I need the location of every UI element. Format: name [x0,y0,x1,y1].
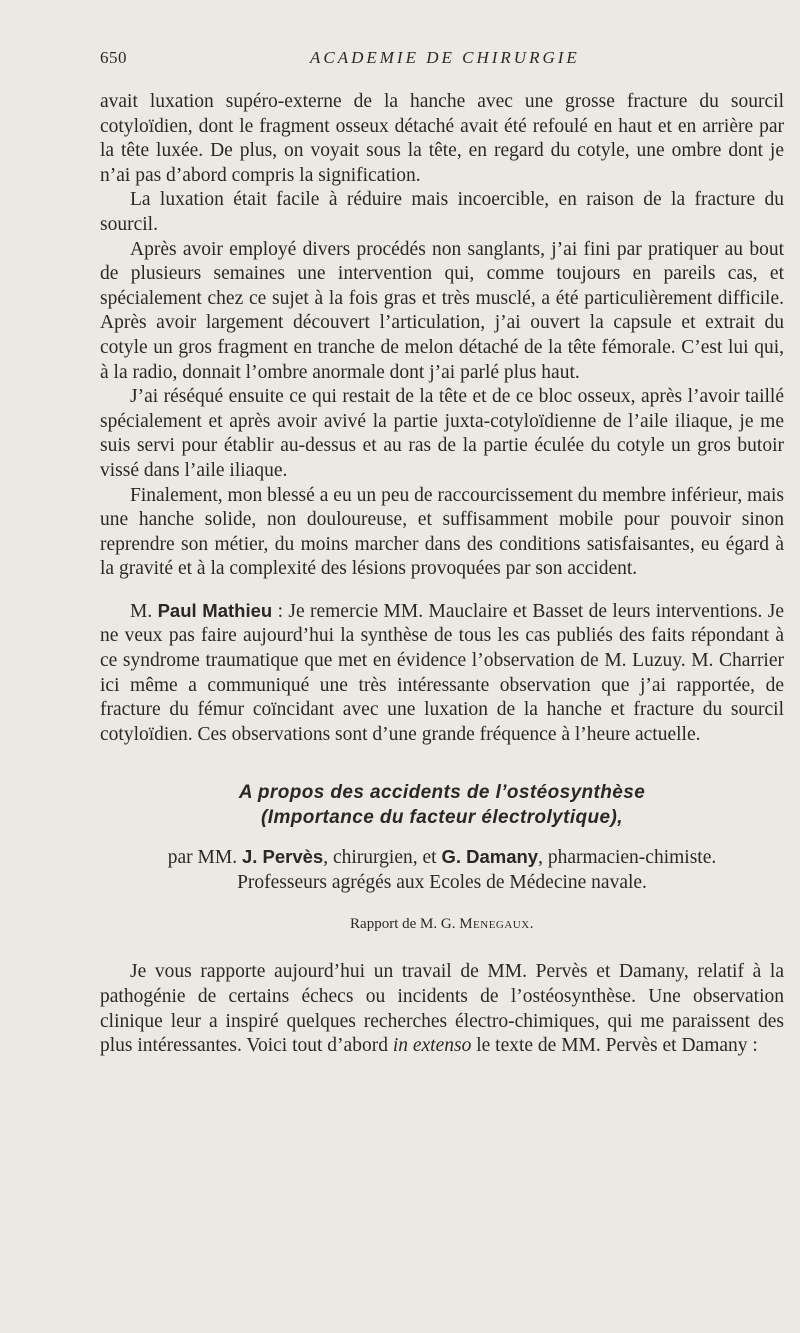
case-paragraph-1: avait luxation supéro-externe de la hanche avec une grosse fracture du sourcil cotyloïdien, dont le fragment osseux détaché avait été refoulé en haut et en arrière par la tête luxée. De plus, on voyait sous la tête, en regard du cotyle, une ombre dont je n’ai pas d’abord compris la signification. [100,91,784,186]
report-line [100,914,784,934]
page-number: 650 [100,48,127,67]
author-1-role: , chirurgien, et [323,847,437,869]
report-paragraph [100,960,784,1058]
journal-title: ACADEMIE DE CHIRURGIE [310,48,580,67]
article-title-line-1: A propos des accidents de l’ostéosynthèse [238,782,646,804]
affiliation: Professeurs agrégés aux Ecoles de Médecine navale. [237,872,647,894]
report-prefix: Rapport de M. G. [350,916,456,933]
running-head [100,48,780,72]
speaker-name: Paul Mathieu [157,599,273,621]
case-paragraph-5: Finalement, mon blessé a eu un peu de raccourcissement du membre inférieur, mais une hanche solide, non douloureuse, et suffisamment mobile pour pouvoir sinon reprendre son métier, du moins marcher dans des conditions satisfaisantes, eu égard à la gravité et à la complexité des lésions provoquées par son accident. [100,484,784,580]
authors-line [100,844,784,870]
article-title-line-2: (Importance du facteur électrolytique), [261,807,623,829]
mathieu-paragraph [100,599,784,748]
article-title [100,780,784,830]
report-tail: le texte de MM. Pervès et Damany : [471,1035,758,1057]
case-paragraph-3: Après avoir employé divers procédés non sanglants, j’ai fini par pratiquer au bout de plusieurs semaines une intervention qui, comme toujours en pareils cas, et spécialement chez ce sujet à la fois gras et très musclé, a été particulièrement difficile. Après avoir largement découvert l’articulation, j’ai ouvert la capsule et extrait du cotyle un gros fragment en tranche de melon détaché de la tête fémorale. C’est lui qui, à la radio, donnait l’ombre anormale dont j’ai parlé plus haut. [100,238,784,383]
case-paragraph-2: La luxation était facile à réduire mais incoercible, en raison de la fracture du sourcil. [100,189,784,235]
mathieu-prefix: M. [130,600,153,622]
authors-prefix: par MM. [167,847,238,869]
author-1: J. Pervès [241,846,324,868]
reporter-name: Menegaux. [459,916,534,933]
author-2: G. Damany [441,846,539,868]
report-italic: in extenso [392,1035,472,1057]
mathieu-text: : Je remercie MM. Mauclaire et Basset de leurs interventions. Je ne veux pas faire aujourd’hui la synthèse de tous les cas publiés des faits répondant à ce syndrome traumatique que met en évidence l’observation de M. Luzuy. M. Charrier ici même a communiqué une très intéressante observation que j’ai rapportée, de fracture du fémur coïncidant avec une luxation de la hanche et fracture du sourcil cotyloïdien. Ces observations sont d’une grande fréquence à l’heure actuelle. [100,600,784,745]
report-text: Je vous rapporte aujourd’hui un travail de MM. Pervès et Damany, relatif à la pathogénie de certains échecs ou incidents de l’ostéosynthèse. Une observation clinique leur a inspiré quelques recherches électro-chimiques, qui me paraissent des plus intéressantes. Voici tout d’abord [100,961,784,1057]
author-2-role: , pharmacien-chimiste. [538,847,717,869]
case-paragraph-4: J’ai réséqué ensuite ce qui restait de la tête et de ce bloc osseux, après l’avoir taillé spécialement et après avoir avivé la partie juxta-cotyloïdienne de l’aile iliaque, je me suis servi pour établir au-dessus et au ras de la partie éculée du cotyle un gros butoir vissé dans l’aile iliaque. [100,386,784,481]
body-text [100,90,784,1059]
